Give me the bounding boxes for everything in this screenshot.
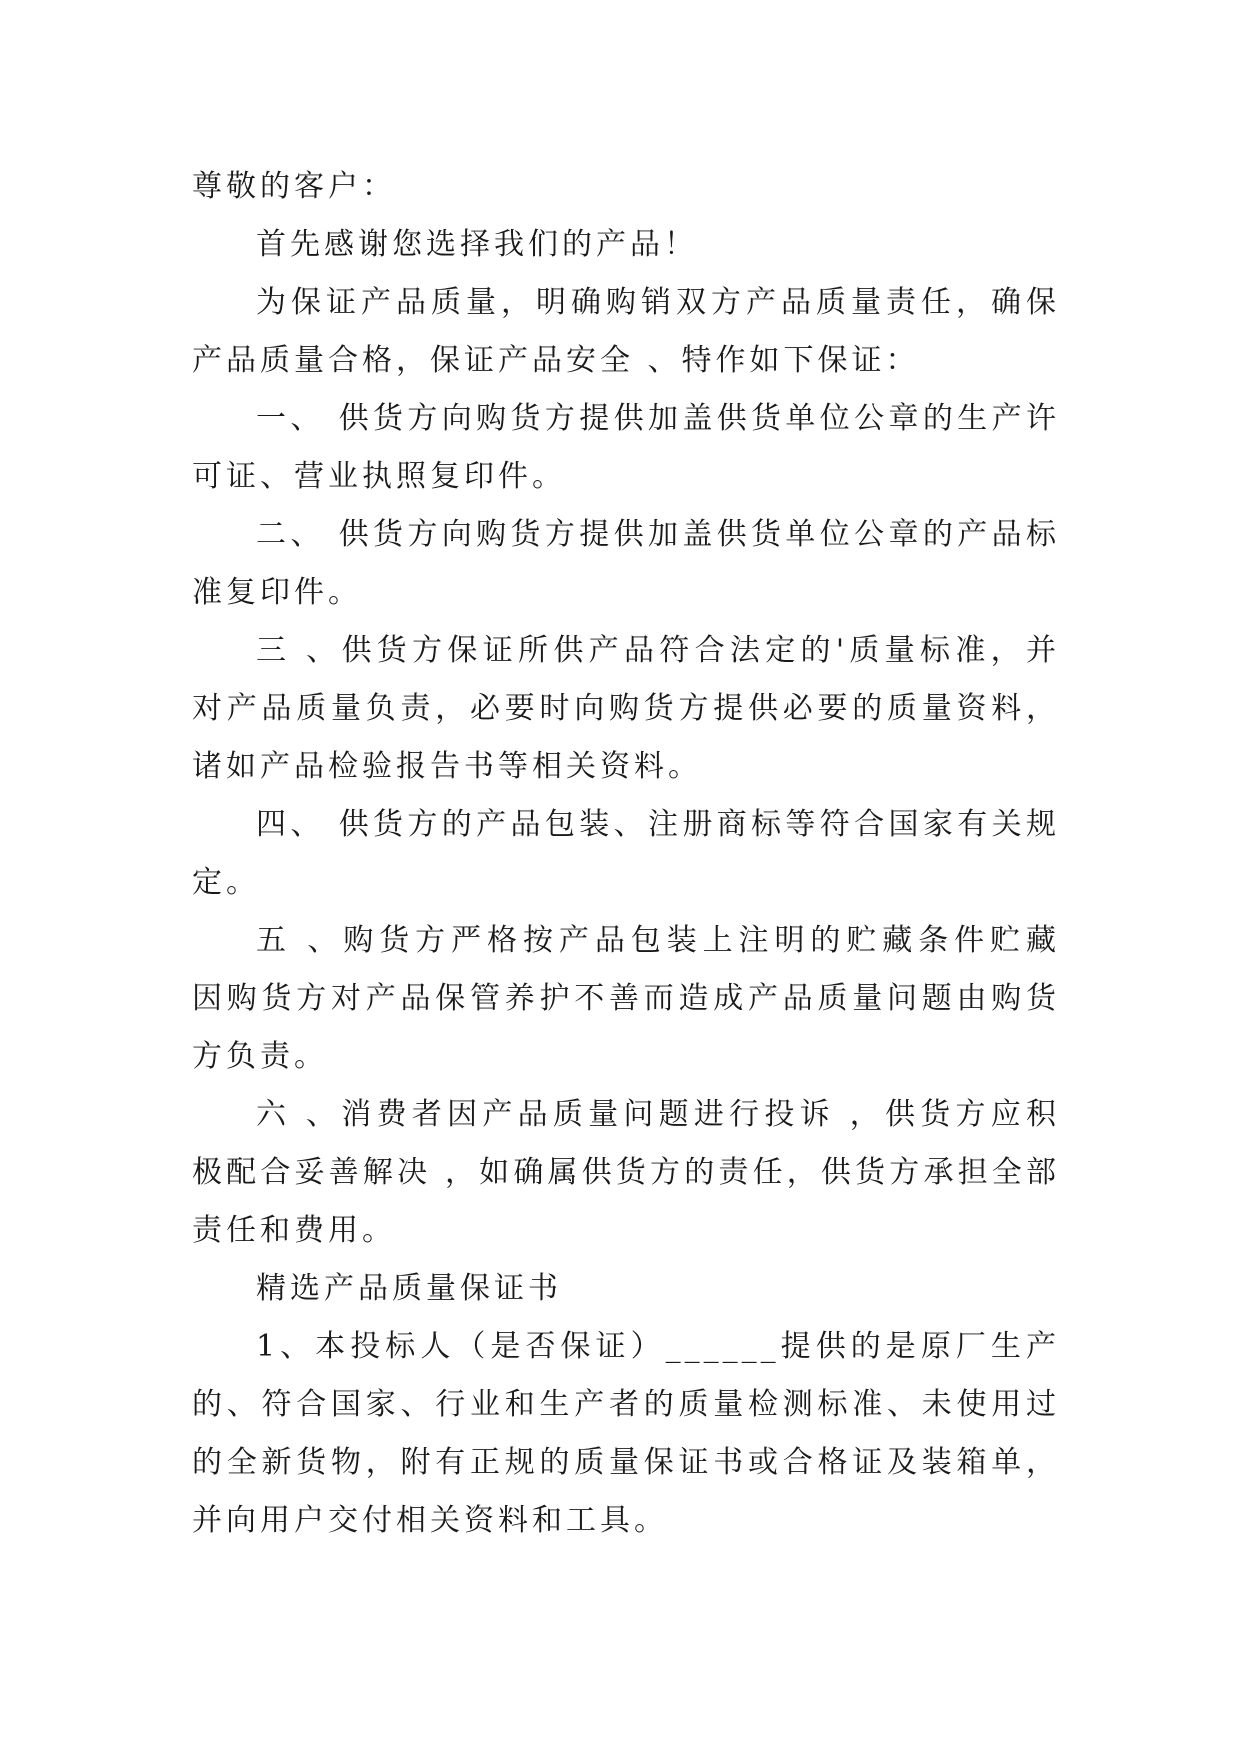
clause-2: 二、 供货方向购货方提供加盖供货单位公章的产品标准复印件。: [192, 517, 1060, 610]
clause-3: 三 、供货方保证所供产品符合法定的'质量标准，并对产品质量负责，必要时向购货方提供必要的质量资料，诸如产品检验报告书等相关资料。: [192, 633, 1060, 784]
intro-paragraph: 首先感谢您选择我们的产品！: [256, 227, 698, 262]
salutation: 尊敬的客户：: [192, 169, 396, 204]
bid-clause-1: 1、本投标人（是否保证）______提供的是原厂生产的、符合国家、行业和生产者的质量检测标准、未使用过的全新货物，附有正规的质量保证书或合格证及装箱单，并向用户交付相关资料和工具。: [192, 1329, 1060, 1538]
clause-4: 四、 供货方的产品包装、注册商标等符合国家有关规定。: [192, 807, 1060, 900]
clause-5: 五 、购货方严格按产品包装上注明的贮藏条件贮藏 因购货方对产品保管养护不善而造成产品质量问题由购货方负责。: [192, 923, 1060, 1074]
document-body: [192, 158, 1060, 1550]
clause-1: 一、 供货方向购货方提供加盖供货单位公章的生产许可证、营业执照复印件。: [192, 401, 1060, 494]
purpose-paragraph: 为保证产品质量，明确购销双方产品质量责任，确保产品质量合格，保证产品安全 、特作如下保证：: [192, 285, 1060, 378]
clause-6: 六 、消费者因产品质量问题进行投诉 ，供货方应积极配合妥善解决 ，如确属供货方的责任，供货方承担全部责任和费用。: [192, 1097, 1060, 1248]
section-heading: 精选产品质量保证书: [256, 1271, 562, 1306]
